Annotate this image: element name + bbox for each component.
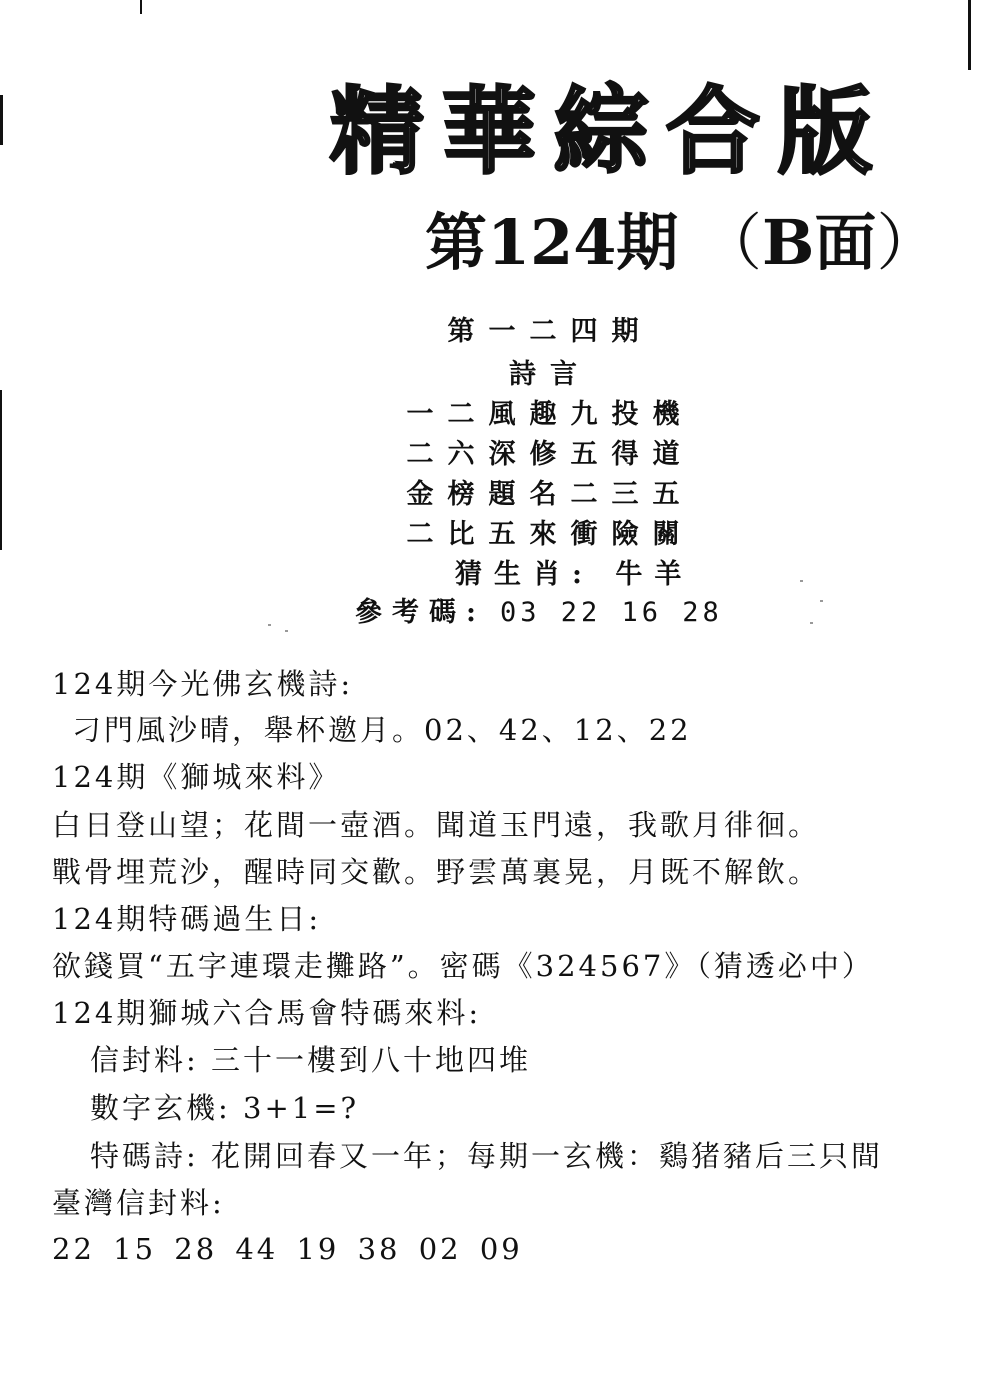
- poem-line: 金榜題名二三五: [406, 479, 694, 510]
- poem-line: 一二風趣九投機: [406, 399, 694, 430]
- issue-side: B面: [762, 206, 877, 279]
- poem-block: [340, 355, 760, 555]
- body-line: 臺灣信封料:: [52, 1186, 225, 1220]
- scan-edge-left: [0, 95, 3, 145]
- reference-subtitle: [340, 312, 760, 352]
- body-line: 刁門風沙晴，舉杯邀月。02、42、12、22: [72, 713, 692, 747]
- special-poem-label: 特碼詩:: [90, 1139, 199, 1173]
- poem-line: 二六深修五得道: [406, 439, 694, 470]
- reference-code-label: 參考碼:: [355, 597, 486, 628]
- subtitle-text: 第一二四期: [447, 316, 653, 347]
- body-line: 22 15 28 44 19 38 02 09: [52, 1232, 523, 1266]
- envelope-value: 三十一樓到八十地四堆: [211, 1043, 532, 1077]
- issue-number: 第124期: [425, 206, 679, 279]
- scan-edge-left-lower: [0, 390, 2, 550]
- body-line: 白日登山望；花間一壺酒。聞道玉門遠，我歌月徘徊。: [52, 808, 821, 842]
- zodiac-value: 牛羊: [615, 559, 694, 590]
- scan-speck: [820, 600, 823, 602]
- body-line: 124期獅城六合馬會特碼來料:: [52, 996, 482, 1030]
- poem-line: 二比五來衝險關: [406, 519, 694, 550]
- zodiac-label: 猜生肖:: [455, 559, 594, 590]
- body-line: 124期今光佛玄機詩:: [52, 667, 354, 701]
- reference-code: [355, 590, 723, 629]
- page-title: 精華綜合版: [330, 78, 891, 187]
- body-line: [90, 1040, 531, 1080]
- zodiac-guess: [455, 552, 693, 591]
- reference-code-numbers: 03 22 16 28: [499, 597, 723, 628]
- number-riddle-value: 3+1=?: [243, 1091, 360, 1125]
- body-line: 戰骨埋荒沙，醒時同交歡。野雲萬裏晃，月既不解飲。: [52, 855, 821, 889]
- issue-heading: [425, 205, 945, 281]
- body-line: [90, 1136, 883, 1176]
- body-line: 124期特碼過生日:: [52, 902, 322, 936]
- close-paren: ）: [876, 206, 939, 279]
- body-line: [90, 1088, 359, 1128]
- open-paren: （: [700, 206, 763, 279]
- scan-edge-right: [968, 0, 971, 70]
- envelope-label: 信封料:: [90, 1043, 199, 1077]
- scan-speck: [285, 630, 288, 632]
- special-poem-value: 花開回春又一年；每期一玄機：鷄猪豬后三只間: [211, 1139, 884, 1173]
- scan-speck: [810, 622, 813, 624]
- scan-speck: [800, 580, 803, 582]
- scan-speck: [268, 624, 271, 626]
- body-line: 欲錢買“五字連環走攤路”。密碼《324567》（猜透必中）: [52, 949, 874, 983]
- number-riddle-label: 數字玄機:: [90, 1091, 231, 1125]
- poem-title: 詩言: [509, 359, 591, 390]
- scan-edge-top: [140, 0, 142, 14]
- body-line: 124期《獅城來料》: [52, 760, 341, 794]
